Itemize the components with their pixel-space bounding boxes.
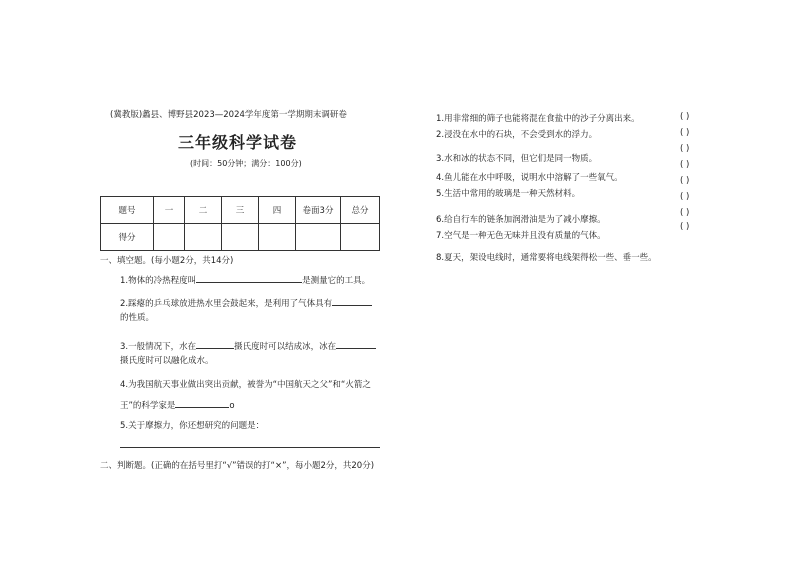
exam-title: 三年级科学试卷 bbox=[178, 133, 298, 152]
header-cell: 一 bbox=[154, 197, 185, 224]
question-2-text: 2.踩瘪的乒乓球放进热水里会鼓起来，是利用了气体具有 bbox=[120, 299, 333, 309]
header-cell: 四 bbox=[259, 197, 296, 224]
score-cell[interactable] bbox=[341, 224, 380, 251]
score-cell[interactable] bbox=[185, 224, 222, 251]
question-4: 4.为我国航天事业做出突出贡献，被誉为“中国航天之父”和“火箭之 bbox=[120, 380, 371, 390]
score-cell[interactable] bbox=[296, 224, 341, 251]
judge-question-5: 5.生活中常用的玻璃是一种天然材料。 bbox=[436, 189, 581, 199]
score-cell[interactable] bbox=[154, 224, 185, 251]
judge-question-7: 7.空气是一种无色无味并且没有质量的气体。 bbox=[436, 231, 606, 241]
answer-parentheses[interactable]: ( ) bbox=[680, 112, 690, 122]
question-2 bbox=[120, 296, 372, 309]
answer-parentheses[interactable]: ( ) bbox=[680, 208, 690, 218]
question-4-line2 bbox=[120, 398, 235, 411]
question-1-text: 1.物体的冷热程度叫 bbox=[120, 276, 197, 286]
question-3-line2: 摄氏度时可以融化成水。 bbox=[120, 356, 214, 366]
score-table-header-row bbox=[101, 197, 380, 224]
header-cell: 卷面3分 bbox=[296, 197, 341, 224]
score-cell[interactable] bbox=[259, 224, 296, 251]
answer-parentheses[interactable]: ( ) bbox=[680, 222, 690, 232]
question-1-text-end: 是测量它的工具。 bbox=[302, 276, 371, 286]
answer-blank[interactable] bbox=[196, 273, 302, 283]
question-3-text: 3.一般情况下，水在 bbox=[120, 342, 197, 352]
score-cell[interactable] bbox=[222, 224, 259, 251]
judge-question-8: 8.夏天，架设电线时，通常要将电线架得松一些、垂一些。 bbox=[436, 253, 657, 263]
answer-line[interactable] bbox=[120, 446, 380, 448]
header-cell: 题号 bbox=[101, 197, 154, 224]
score-table-score-row bbox=[101, 224, 380, 251]
answer-parentheses[interactable]: ( ) bbox=[680, 144, 690, 154]
question-4-text: 王”的科学家是 bbox=[120, 401, 176, 411]
judge-question-6: 6.给自行车的链条加润滑油是为了减小摩擦。 bbox=[436, 215, 606, 225]
judge-question-4: 4.鱼儿能在水中呼吸，说明水中溶解了一些氧气。 bbox=[436, 173, 623, 183]
question-4-text-end: o bbox=[229, 401, 235, 411]
answer-parentheses[interactable]: ( ) bbox=[680, 160, 690, 170]
judge-question-3: 3.水和冰的状态不同，但它们是同一物质。 bbox=[436, 154, 598, 164]
answer-parentheses[interactable]: ( ) bbox=[680, 192, 690, 202]
row-label-cell: 得分 bbox=[101, 224, 154, 251]
answer-blank[interactable] bbox=[196, 339, 234, 349]
section1-heading: 一、填空题。(每小题2分，共14分) bbox=[100, 256, 234, 266]
judge-question-1: 1.用非常细的筛子也能将混在食盐中的沙子分离出来。 bbox=[436, 114, 640, 124]
header-cell: 二 bbox=[185, 197, 222, 224]
score-table bbox=[100, 196, 380, 251]
answer-blank[interactable] bbox=[336, 339, 376, 349]
section2-heading: 二、判断题。(正确的在括号里打“√”错误的打“×”，每小题2分，共20分) bbox=[100, 461, 375, 471]
question-5: 5.关于摩擦力，你还想研究的问题是： bbox=[120, 421, 265, 431]
exam-subtitle: (冀教版)蠡县、博野县2023—2024学年度第一学期期末调研卷 bbox=[110, 110, 347, 120]
question-3 bbox=[120, 339, 376, 352]
question-3-text-mid: 摄氏度时可以结成冰，冰在 bbox=[234, 342, 337, 352]
time-info: (时间：50分钟；满分：100分) bbox=[190, 159, 302, 168]
header-cell: 三 bbox=[222, 197, 259, 224]
answer-blank[interactable] bbox=[332, 296, 372, 306]
judge-question-2: 2.浸没在水中的石块，不会受到水的浮力。 bbox=[436, 130, 598, 140]
question-2-line2: 的性质。 bbox=[120, 313, 155, 323]
answer-parentheses[interactable]: ( ) bbox=[680, 176, 690, 186]
question-1 bbox=[120, 273, 370, 286]
header-cell: 总分 bbox=[341, 197, 380, 224]
answer-parentheses[interactable]: ( ) bbox=[680, 128, 690, 138]
answer-blank[interactable] bbox=[175, 398, 229, 408]
